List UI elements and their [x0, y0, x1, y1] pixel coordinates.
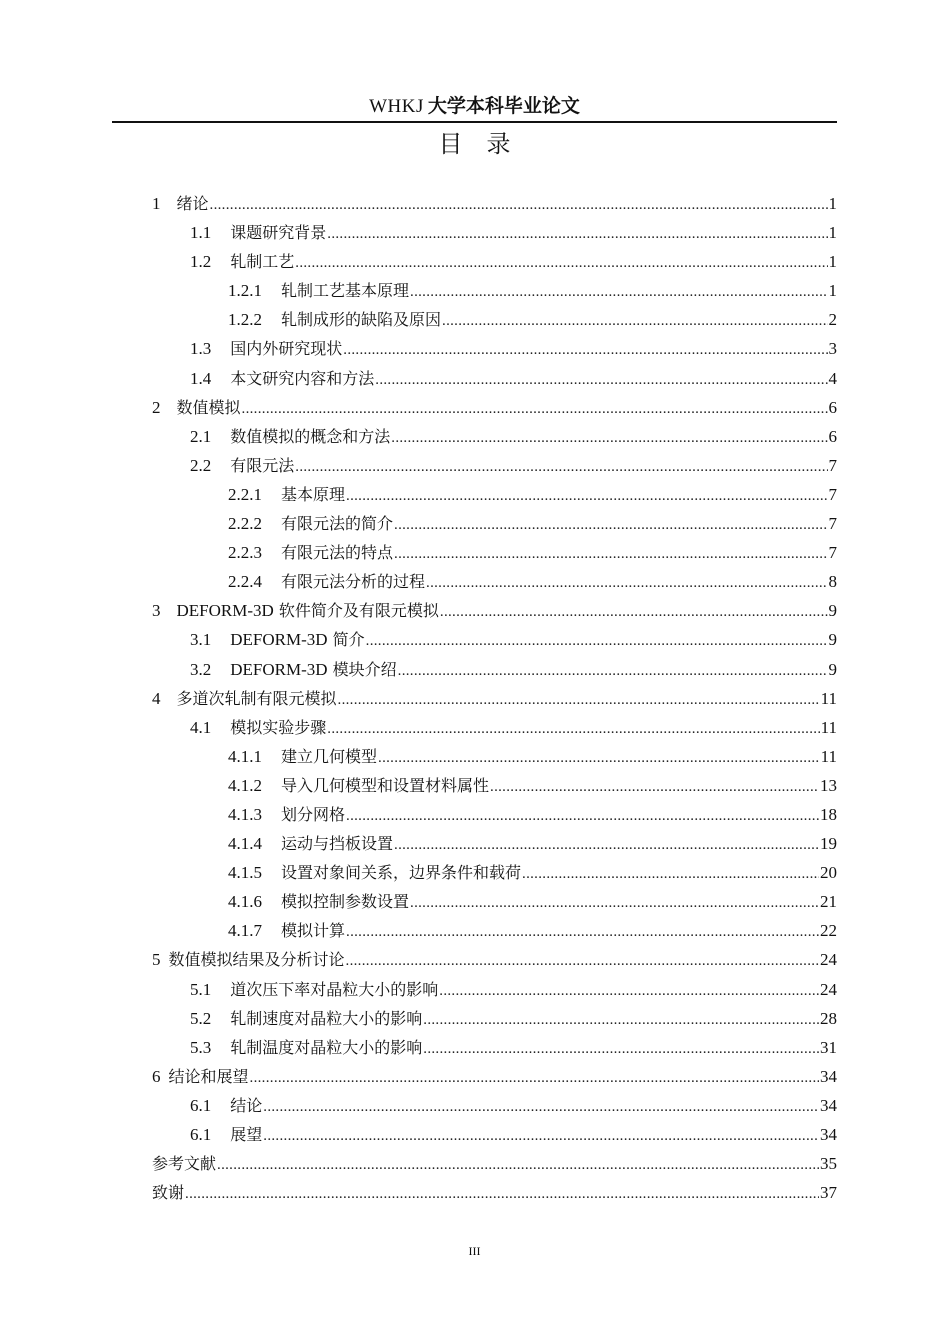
toc-entry-number: 2 [152, 397, 161, 417]
toc-dot-leader [217, 1151, 819, 1180]
toc-entry-title: 轧制温度对晶粒大小的影响 [230, 1037, 423, 1057]
toc-entry-number: 2.1 [190, 426, 212, 446]
toc-entry-page: 7 [828, 484, 837, 504]
toc-entry-title: 结论和展望 [168, 1066, 249, 1086]
toc-entry-page: 9 [828, 601, 837, 621]
toc-entry-number: 1.4 [190, 368, 212, 388]
toc-entry-title: 展望 [230, 1125, 263, 1144]
toc-entry[interactable] [152, 742, 837, 771]
toc-entry-title: 本文研究内容和方法 [230, 368, 375, 388]
toc-dot-leader [242, 395, 828, 424]
toc-dot-leader [346, 482, 827, 511]
toc-entry-title: 多道次轧制有限元模拟 [176, 688, 337, 708]
toc-entry-title [230, 625, 364, 654]
toc-dot-leader [426, 569, 827, 598]
toc-entry-title: 参考文献 [152, 1154, 217, 1174]
toc-entry-number: 5.2 [190, 1008, 212, 1028]
toc-entry[interactable] [152, 509, 837, 538]
toc-dot-leader [490, 773, 819, 802]
toc-entry-title-latin: DEFORM-3D [230, 659, 328, 679]
toc-entry[interactable] [152, 858, 837, 887]
toc-entry-title: 数值模拟结果及分析讨论 [168, 950, 345, 970]
toc-entry-title: 划分网格 [281, 804, 346, 824]
toc-dot-leader [394, 511, 827, 540]
toc-entry-title: 数值模拟 [176, 397, 241, 417]
toc-entry[interactable] [152, 655, 837, 684]
toc-entry-number: 2.2.1 [228, 484, 262, 504]
toc-entry-page: 22 [820, 921, 837, 941]
toc-dot-leader [440, 598, 828, 627]
toc-entry-title: 模拟实验步骤 [230, 717, 327, 737]
toc-entry-page: 31 [820, 1037, 837, 1057]
toc-entry-number: 1.2.1 [228, 281, 262, 301]
toc-entry[interactable] [152, 305, 837, 334]
toc-dot-leader [210, 191, 828, 220]
toc-dot-leader [366, 627, 828, 656]
toc-dot-leader [343, 336, 827, 365]
running-header [112, 93, 837, 119]
toc-entry-page: 2 [828, 310, 837, 330]
toc-entry[interactable] [152, 771, 837, 800]
toc-entry[interactable] [152, 247, 837, 276]
toc-entry-title-latin: DEFORM-3D [176, 601, 274, 621]
toc-entry-number: 4.1.3 [228, 804, 262, 824]
toc-entry-page: 4 [828, 368, 837, 388]
toc-entry-page: 24 [820, 950, 837, 970]
toc-entry[interactable] [152, 829, 837, 858]
toc-entry-page: 24 [820, 979, 837, 999]
toc-entry-page: 37 [820, 1183, 837, 1203]
toc-entry-title-latin: DEFORM-3D [230, 630, 328, 650]
toc-entry-title: 轧制工艺基本原理 [281, 281, 410, 301]
toc-entry-title: 致谢 [152, 1183, 185, 1203]
toc-dot-leader [394, 831, 819, 860]
toc-dot-leader [250, 1064, 819, 1093]
toc-entry-number: 1 [152, 194, 161, 213]
toc-entry-title: 有限元法 [230, 455, 295, 475]
toc-entry-page: 6 [828, 426, 837, 446]
toc-entry-page: 35 [820, 1154, 837, 1174]
toc-entry-number: 4.1.6 [228, 892, 262, 912]
toc-entry[interactable] [152, 480, 837, 509]
toc-entry[interactable] [152, 625, 837, 654]
toc-entry-number: 2.2.3 [228, 543, 262, 563]
toc-entry-title: 有限元法分析的过程 [281, 572, 426, 592]
toc-entry-page: 13 [820, 775, 837, 795]
toc-dot-leader [423, 1035, 819, 1064]
toc-entry-number: 6.1 [190, 1095, 212, 1115]
toc-entry-title [230, 655, 396, 684]
toc-entry-page: 7 [828, 514, 837, 534]
toc-entry[interactable] [152, 422, 837, 451]
toc-dot-leader [338, 686, 820, 715]
toc-entry-number: 4.1.5 [228, 863, 262, 883]
toc-entry-number: 4 [152, 688, 161, 708]
toc-entry-title: 国内外研究现状 [230, 339, 343, 359]
toc-entry[interactable] [152, 887, 837, 916]
toc-entry-number: 6 [152, 1066, 161, 1086]
toc-entry[interactable] [152, 1033, 837, 1062]
toc-dot-leader [346, 918, 819, 947]
toc-entry-title: 数值模拟的概念和方法 [230, 426, 391, 446]
toc-entry-title: 课题研究背景 [230, 223, 327, 243]
toc-entry-title: 模拟计算 [281, 921, 346, 941]
toc-entry-title: 运动与挡板设置 [281, 834, 394, 854]
toc-dot-leader [378, 744, 820, 773]
toc-entry-number: 1.2 [190, 252, 212, 272]
toc-dot-leader [442, 307, 827, 336]
toc-entry[interactable] [152, 189, 837, 218]
toc-entry-title: 建立几何模型 [281, 746, 378, 766]
toc-dot-leader [327, 715, 819, 744]
toc-entry-title: 模拟控制参数设置 [281, 892, 410, 912]
page-number: III [468, 1244, 481, 1258]
toc-entry-number: 3 [152, 601, 161, 621]
toc-entry-page: 19 [820, 834, 837, 854]
toc-entry-number: 4.1.4 [228, 834, 262, 854]
toc-dot-leader [185, 1180, 819, 1209]
toc-dot-leader [263, 1122, 819, 1151]
toc-dot-leader [522, 860, 819, 889]
toc-dot-leader [439, 977, 819, 1006]
toc-entry-number: 2.2.2 [228, 514, 262, 534]
toc-entry-page: 20 [820, 863, 837, 883]
toc-entry-title-rest: 软件简介及有限元模拟 [273, 601, 439, 621]
toc-entry-number: 4.1.1 [228, 746, 262, 766]
toc-entry-page: 9 [828, 630, 837, 650]
toc-entry-title: 有限元法的简介 [281, 514, 394, 534]
toc-entry-title: 基本原理 [281, 484, 346, 504]
toc-dot-leader [346, 802, 819, 831]
toc-entry[interactable] [152, 334, 837, 363]
toc-entry-number: 5.1 [190, 979, 212, 999]
toc-dot-leader [410, 278, 827, 307]
toc-entry-page: 7 [828, 455, 837, 475]
toc-entry-number: 1.1 [190, 223, 212, 243]
toc-entry-number: 6.1 [190, 1125, 212, 1144]
toc-dot-leader [391, 424, 827, 453]
toc-entry[interactable] [152, 1178, 837, 1207]
toc-entry[interactable] [152, 1091, 837, 1120]
toc-entry-title: 轧制工艺 [230, 252, 295, 272]
toc-entry[interactable] [152, 800, 837, 829]
toc-entry-page: 11 [820, 688, 837, 708]
toc-entry[interactable] [152, 916, 837, 945]
toc-entry-page: 21 [820, 892, 837, 912]
toc-title: 目录 [438, 130, 535, 158]
toc-entry[interactable] [152, 276, 837, 305]
toc-entry-page: 6 [828, 397, 837, 417]
toc-entry-title: 道次压下率对晶粒大小的影响 [230, 979, 439, 999]
toc-dot-leader [375, 366, 827, 395]
toc-dot-leader [263, 1093, 819, 1122]
toc-entry-title-rest: 简介 [327, 630, 365, 650]
toc-entry[interactable] [152, 1120, 837, 1149]
toc-entry-number: 4.1 [190, 717, 212, 737]
toc-entry[interactable] [152, 538, 837, 567]
toc-entry-number: 4.1.2 [228, 775, 262, 795]
toc-entry[interactable] [152, 945, 837, 974]
toc-dot-leader [295, 453, 827, 482]
toc-entry-number: 2.2.4 [228, 572, 262, 592]
toc-entry-title: 绪论 [176, 194, 209, 213]
toc-entry-number: 5 [152, 950, 161, 970]
toc-entry-title: 结论 [230, 1095, 263, 1115]
toc-entry-title: 轧制成形的缺陷及原因 [281, 310, 442, 330]
toc-entry-number: 2.2 [190, 455, 212, 475]
toc-entry[interactable] [152, 393, 837, 422]
toc-entry-page: 28 [820, 1008, 837, 1028]
toc-entry-page: 34 [820, 1125, 837, 1144]
toc-entry[interactable] [152, 1004, 837, 1033]
toc-entry-title [177, 596, 439, 625]
toc-entry[interactable] [152, 218, 837, 247]
toc-entry-page: 18 [820, 804, 837, 824]
toc-entry-page: 1 [828, 252, 837, 272]
toc-entry-title-rest: 模块介绍 [327, 659, 397, 679]
toc-entry[interactable] [152, 684, 837, 713]
toc-dot-leader [295, 249, 827, 278]
toc-entry-page: 34 [820, 1095, 837, 1115]
toc-entry-page: 7 [828, 543, 837, 563]
toc-entry-page: 8 [828, 572, 837, 592]
header-brand: WHKJ [369, 96, 424, 117]
toc-entry-page: 1 [828, 223, 837, 243]
toc-entry-number: 3.1 [190, 630, 212, 650]
toc-dot-leader [423, 1006, 819, 1035]
header-title: 大学本科毕业论文 [427, 95, 580, 117]
toc-dot-leader [327, 220, 827, 249]
toc-entry[interactable] [152, 713, 837, 742]
toc-entry-title: 轧制速度对晶粒大小的影响 [230, 1008, 423, 1028]
toc-entry[interactable] [152, 451, 837, 480]
toc-dot-leader [346, 947, 819, 976]
toc-entry-page: 1 [828, 281, 837, 301]
header-rule [112, 121, 837, 123]
toc-entry-number: 4.1.7 [228, 921, 262, 941]
toc-entry[interactable] [152, 975, 837, 1004]
toc-entry-title: 有限元法的特点 [281, 543, 394, 563]
toc-entry-title: 设置对象间关系，边界条件和载荷 [281, 863, 522, 883]
toc-dot-leader [410, 889, 819, 918]
toc-entry-title: 导入几何模型和设置材料属性 [281, 775, 490, 795]
toc-entry-page: 34 [820, 1066, 837, 1086]
toc-entry-page: 9 [828, 659, 837, 679]
toc-entry-page: 11 [820, 746, 837, 766]
toc-dot-leader [394, 540, 827, 569]
toc-entry[interactable] [152, 596, 837, 625]
toc-entry[interactable] [152, 1062, 837, 1091]
toc-entry[interactable] [152, 364, 837, 393]
toc-dot-leader [398, 657, 828, 686]
toc-entry-number: 1.2.2 [228, 310, 262, 330]
toc-entry-page: 3 [828, 339, 837, 359]
toc-entry-page: 1 [828, 194, 837, 213]
toc-entry[interactable] [152, 567, 837, 596]
toc-entry-page: 11 [820, 717, 837, 737]
toc-entry-number: 1.3 [190, 339, 212, 359]
toc-entry[interactable] [152, 1149, 837, 1178]
toc-entry-number: 3.2 [190, 659, 212, 679]
toc-list [152, 189, 837, 1207]
toc-entry-number: 5.3 [190, 1037, 212, 1057]
